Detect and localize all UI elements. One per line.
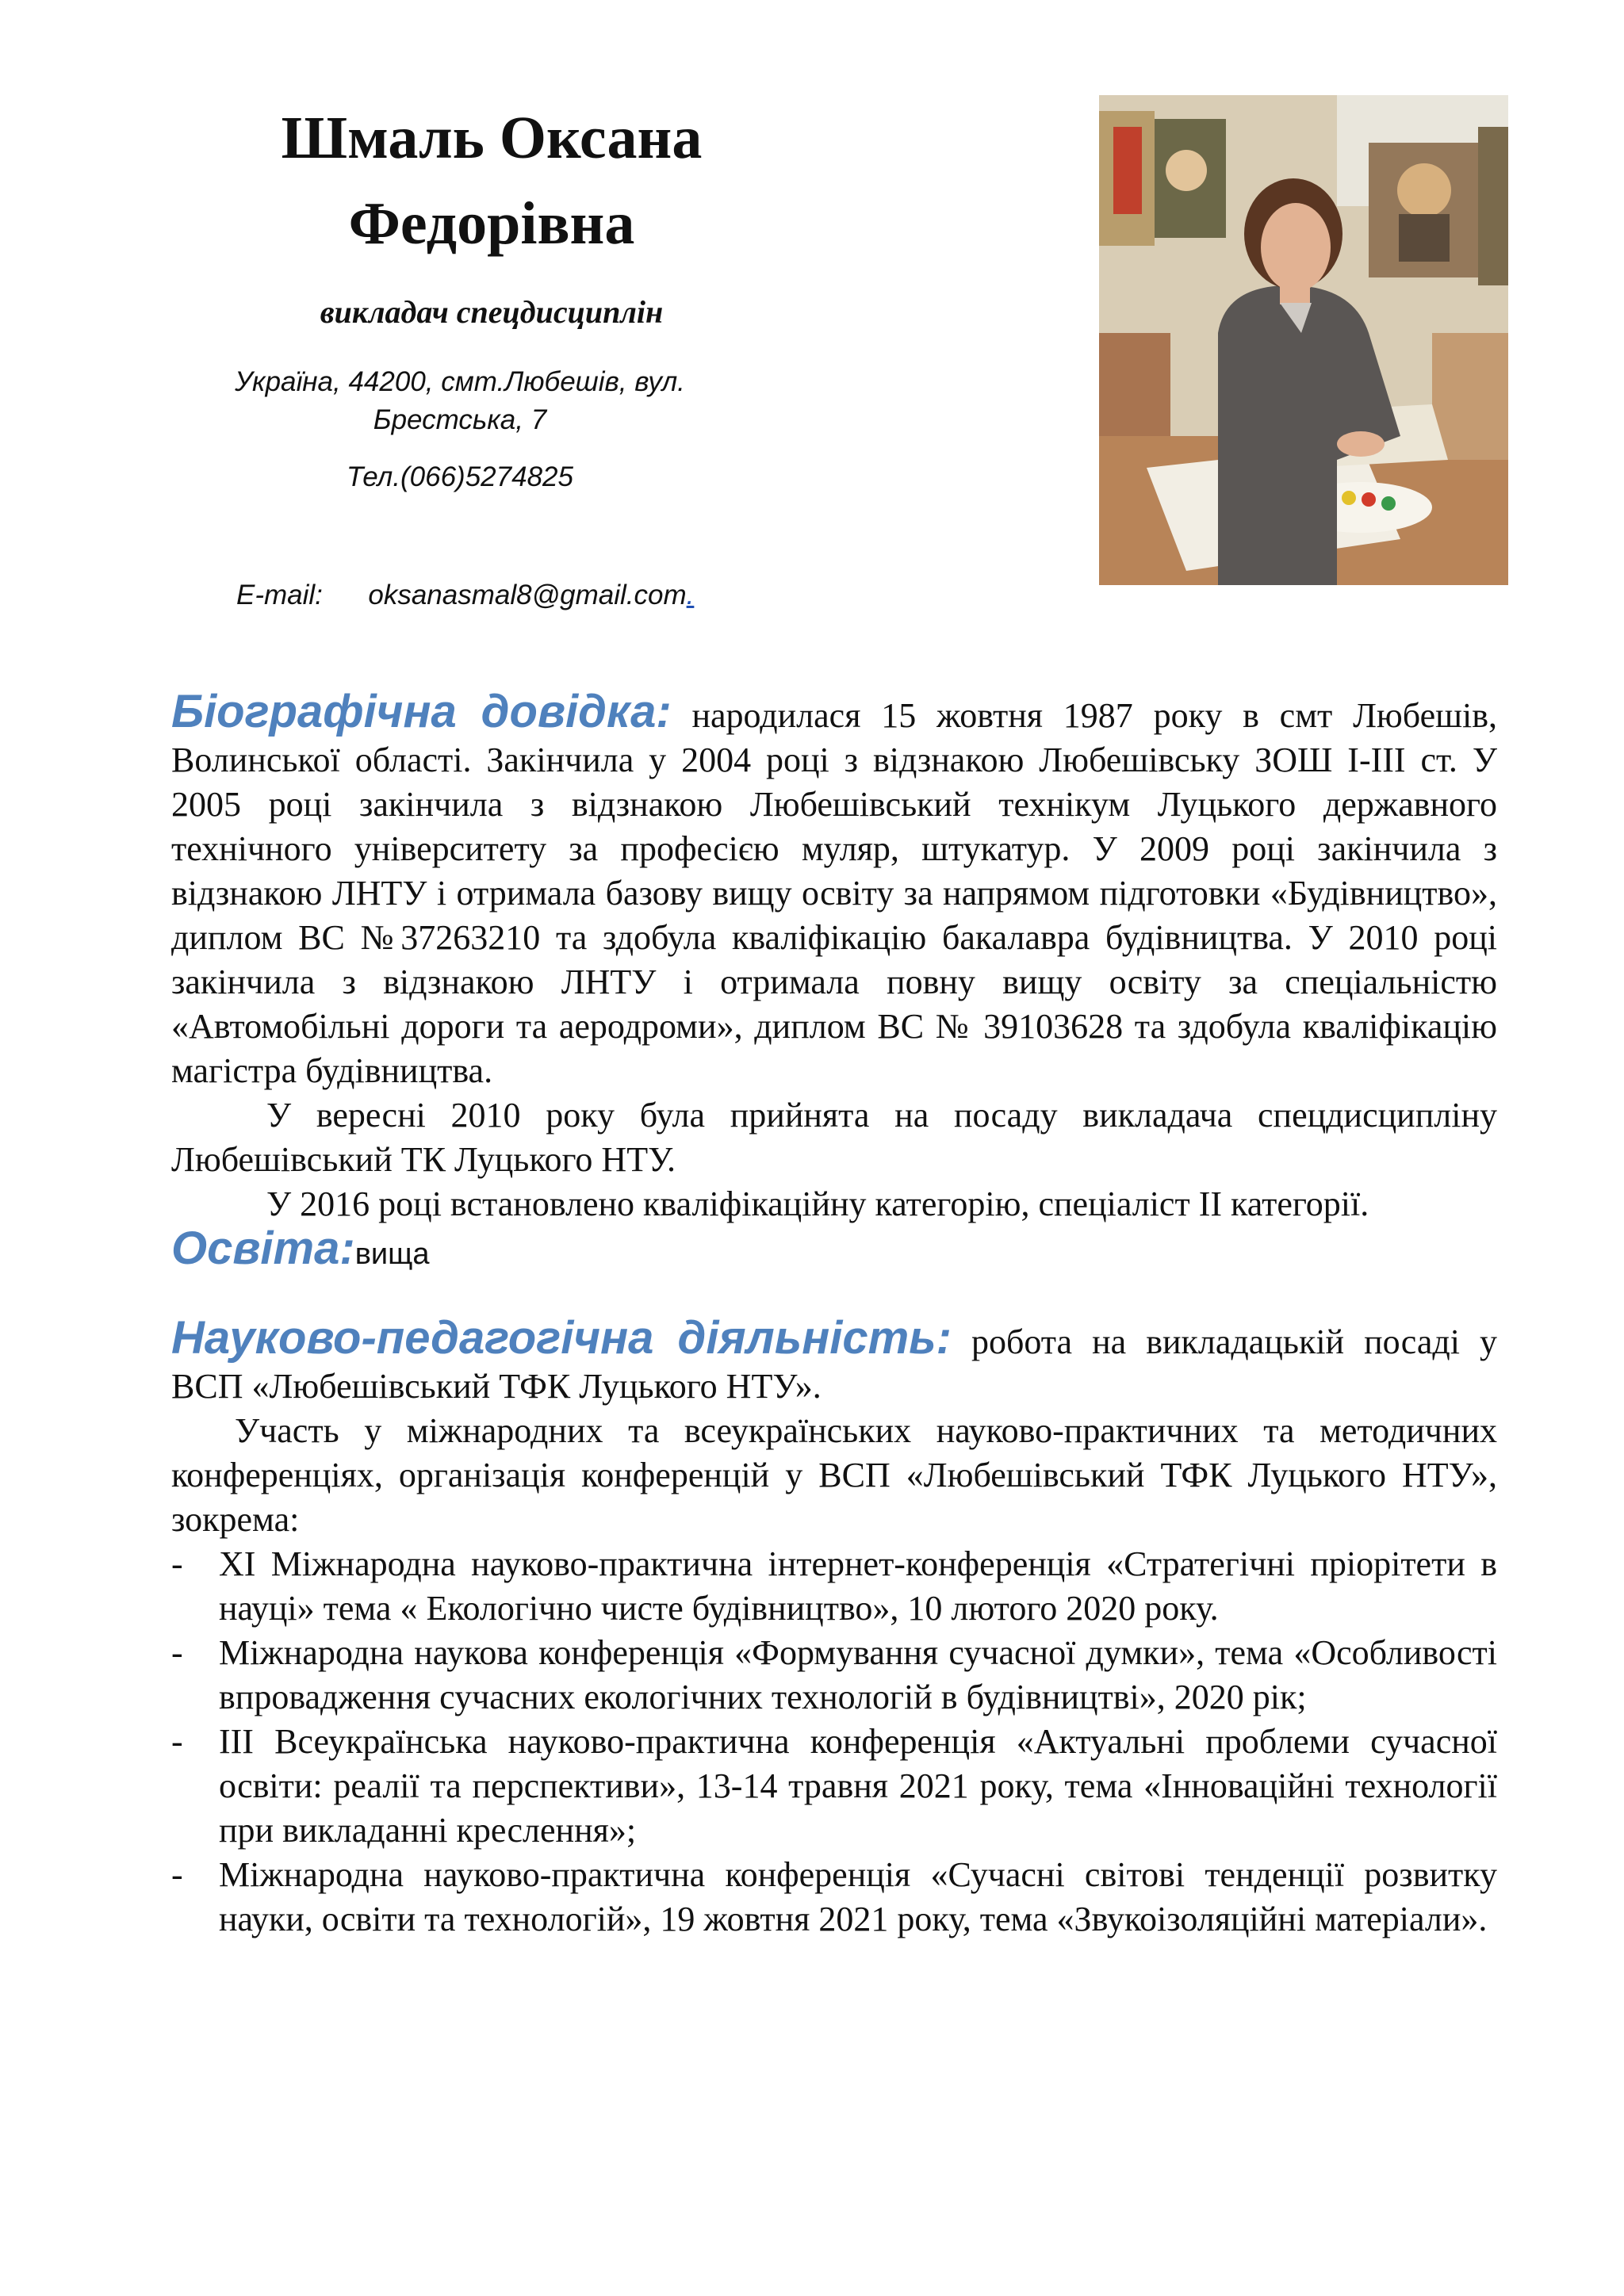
bullet-dash: - [171, 1544, 183, 1583]
photo-illustration [1099, 95, 1508, 585]
activity-colon: : [936, 1312, 952, 1364]
address-line-1: Україна, 44200, смт.Любешів, вул. [235, 366, 685, 397]
bio-heading: Біографічна довідка: [171, 686, 672, 737]
activity-heading: Науково-педагогічна діяльність [171, 1312, 936, 1364]
list-item [171, 1542, 1497, 1631]
name-line-2: Федорівна [348, 190, 635, 257]
education-row [171, 1223, 1497, 1276]
name-line-1: Шмаль Оксана [281, 105, 703, 171]
list-item-text: ІІІ Всеукраїнська науково-практична конференція «Актуальні проблеми сучасної освіти: реалії та перспективи», 13-14 травня 2021 року, тема «Інноваційні технології при викладанні креслення»; [219, 1722, 1497, 1850]
education-colon: : [339, 1223, 355, 1274]
portrait-photo [1099, 95, 1508, 585]
bio-text-1: народилася 15 жовтня 1987 року в смт Любешів, Волинської області. Закінчила у 2004 році з відзнакою Любешівську ЗОШ І-ІІІ ст. У 2005 році закінчила з відзнакою Любешівський технікум Луцького державного технічного університету за професією муляр, штукатур. У 2009 році закінчила з відзнакою ЛНТУ і отримала базову вищу освіту за напрямом підготовки «Будівництво», диплом ВС №37263210 та здобула кваліфікацію бакалавра будівництва. У 2010 році закінчила з відзнакою ЛНТУ і отримала повну вищу освіту за спеціальністю «Автомобільні дороги та аеродроми», диплом ВС № 39103628 та здобула кваліфікацію магістра будівництва. [171, 696, 1497, 1090]
bullet-dash: - [171, 1722, 183, 1761]
list-item-text: ХІ Міжнародна науково-практична інтернет-конференція «Стратегічні пріорітети в науці» тема « Екологічно чисте будівництво», 10 лютого 2020 року. [219, 1544, 1497, 1628]
address [190, 363, 730, 439]
list-item [171, 1631, 1497, 1720]
education-heading: Освіта [171, 1223, 340, 1274]
phone-number: Тел.(066)5274825 [347, 461, 573, 492]
main-content [171, 686, 1498, 1942]
education-value: вища [354, 1238, 430, 1271]
conference-list [171, 1542, 1497, 1942]
bio-paragraph-1 [171, 686, 1497, 1093]
activity-intro [171, 1312, 1498, 1409]
email-row [236, 576, 694, 614]
bio-paragraph-2: У вересні 2010 року була прийнята на посаду викладача спецдисципліну Любешівський ТК Луцького НТУ. [171, 1096, 1497, 1179]
person-name [167, 95, 817, 266]
job-title: викладач спецдисциплін [320, 294, 664, 330]
bio-paragraph-3: У 2016 році встановлено кваліфікаційну категорію, спеціаліст ІІ категорії. [266, 1184, 1369, 1223]
list-item-text: Міжнародна наукова конференція «Формування сучасної думки», тема «Особливості впровадження сучасних екологічних технологій в будівництві», 2020 рік; [219, 1633, 1497, 1716]
list-item [171, 1720, 1497, 1853]
email-address[interactable]: oksanasmal8@gmail.com [368, 580, 687, 610]
participation-paragraph: Участь у міжнародних та всеукраїнських науково-практичних та методичних конференціях, організація конференцій у ВСП «Любешівський ТФК Луцького НТУ», зокрема: [171, 1411, 1497, 1539]
activity-intro-text: робота на викладацькій посаді у ВСП «Любешівський ТФК Луцького НТУ». [171, 1322, 1498, 1406]
email-label: E-mail: [236, 580, 323, 610]
bullet-dash: - [171, 1855, 183, 1894]
list-item [171, 1853, 1497, 1942]
bullet-dash: - [171, 1633, 183, 1672]
list-item-text: Міжнародна науково-практична конференція «Сучасні світові тенденції розвитку науки, освіти та технологій», 19 жовтня 2021 року, тема «Звукоізоляційні матеріали». [219, 1855, 1497, 1938]
address-line-2: Брестська, 7 [373, 404, 547, 435]
email-trailing-dot: . [686, 580, 695, 610]
